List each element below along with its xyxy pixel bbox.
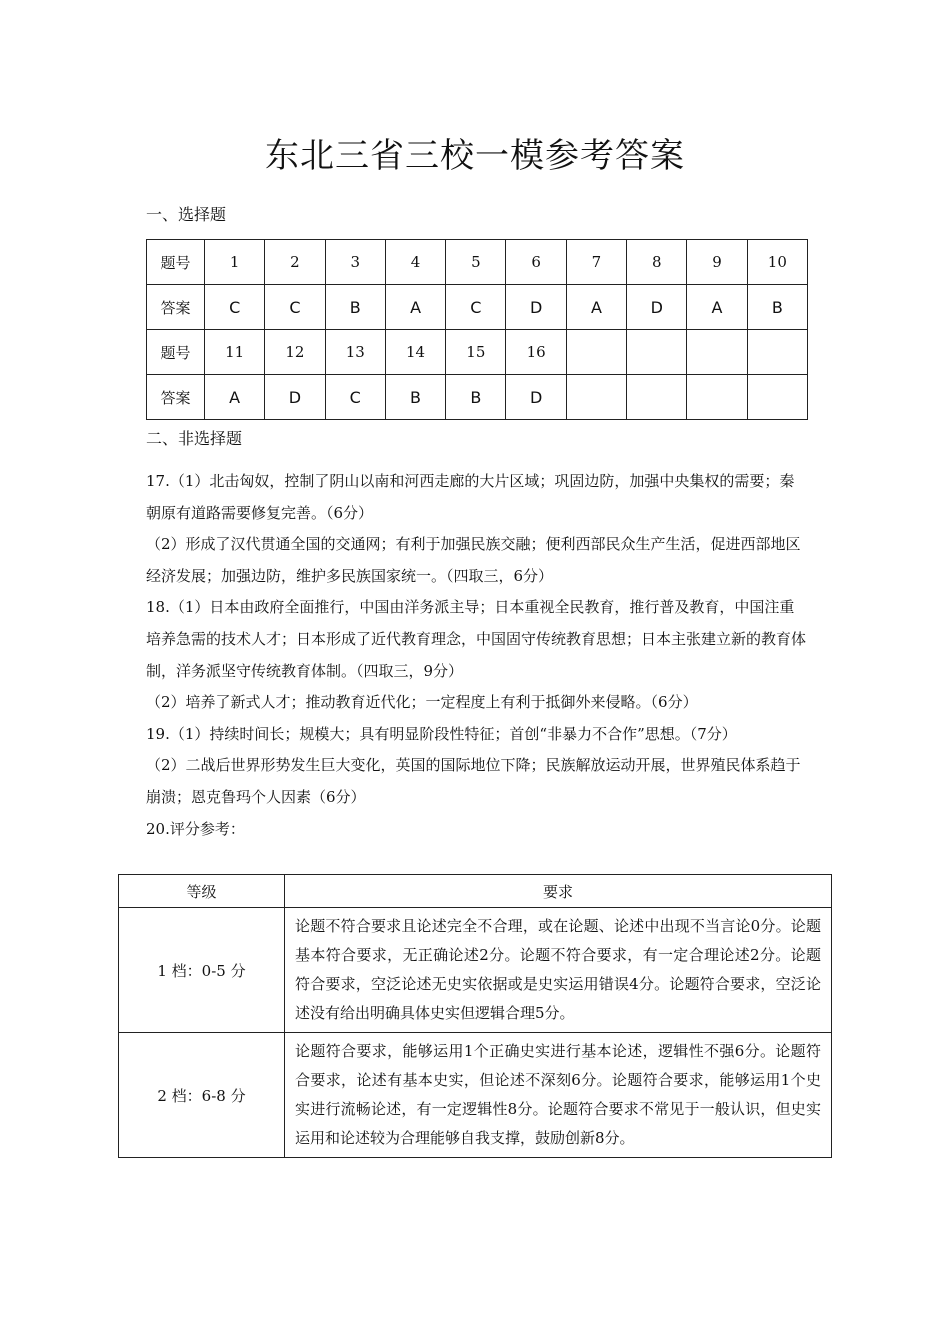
section-nonchoice-heading: 二、非选择题 <box>146 429 243 448</box>
table-row <box>119 1033 832 1158</box>
question-number <box>747 330 807 375</box>
row-header: 题号 <box>147 330 205 375</box>
answer-cell: C <box>325 375 385 420</box>
grade-level: 1 档：0-5 分 <box>119 908 285 1033</box>
answer-cell <box>627 375 687 420</box>
answer-cell: A <box>566 285 626 330</box>
question-number: 1 <box>205 240 265 285</box>
question-number: 9 <box>687 240 747 285</box>
answer-cell <box>687 375 747 420</box>
question-number: 10 <box>747 240 807 285</box>
answer-cell: D <box>506 375 566 420</box>
row-header: 题号 <box>147 240 205 285</box>
answer-cell: D <box>627 285 687 330</box>
answer-cell: B <box>325 285 385 330</box>
question-number: 14 <box>385 330 445 375</box>
table-row <box>119 908 832 1033</box>
answer-cell <box>566 375 626 420</box>
answer-cell: A <box>687 285 747 330</box>
question-number: 16 <box>506 330 566 375</box>
question-number: 15 <box>446 330 506 375</box>
grade-requirement: 论题不符合要求且论述完全不合理，或在论题、论述中出现不当言论0分。论题基本符合要求，无正确论述2分。论题不符合要求，有一定合理论述2分。论题符合要求，空泛论述无史实依据或是史实运用错误4分。论题符合要求，空泛论述没有给出明确具体史实但逻辑合理5分。 <box>285 908 832 1033</box>
question-number: 4 <box>385 240 445 285</box>
section-choice-heading: 一、选择题 <box>146 205 227 224</box>
answer-cell: C <box>446 285 506 330</box>
table-row <box>147 330 808 375</box>
answer-paragraph-19-1: 19.（1）持续时间长；规模大；具有明显阶段性特征；首创“非暴力不合作”思想。（7分） <box>146 724 737 743</box>
answer-cell: C <box>205 285 265 330</box>
answer-cell: B <box>747 285 807 330</box>
column-header-level: 等级 <box>119 875 285 908</box>
answer-cell: D <box>265 375 325 420</box>
answer-cell: A <box>385 285 445 330</box>
choice-answer-table <box>146 239 808 420</box>
answer-cell: A <box>205 375 265 420</box>
row-header: 答案 <box>147 375 205 420</box>
question-number: 13 <box>325 330 385 375</box>
question-number: 2 <box>265 240 325 285</box>
question-number: 7 <box>566 240 626 285</box>
question-number: 11 <box>205 330 265 375</box>
question-number: 5 <box>446 240 506 285</box>
answer-cell <box>747 375 807 420</box>
answer-paragraph-18-1: 18.（1）日本由政府全面推行，中国由洋务派主导；日本重视全民教育，推行普及教育，中国注重培养急需的技术人才；日本形成了近代教育理念，中国固守传统教育思想；日本主张建立新的教育体制，洋务派坚守传统教育体制。（四取三，9分） <box>146 598 807 680</box>
table-row <box>147 285 808 330</box>
question-number: 3 <box>325 240 385 285</box>
table-row <box>147 240 808 285</box>
grade-level: 2 档：6-8 分 <box>119 1033 285 1158</box>
question-number <box>627 330 687 375</box>
answer-cell: D <box>506 285 566 330</box>
question-number <box>566 330 626 375</box>
answer-cell: B <box>446 375 506 420</box>
answer-paragraph-20: 20.评分参考： <box>146 819 245 838</box>
answer-paragraph-17-2: （2）形成了汉代贯通全国的交通网；有利于加强民族交融；便利西部民众生产生活，促进西部地区经济发展；加强边防，维护多民族国家统一。（四取三，6分） <box>146 535 801 585</box>
page-title: 东北三省三校一模参考答案 <box>265 136 685 176</box>
question-number: 8 <box>627 240 687 285</box>
table-row <box>147 375 808 420</box>
answer-cell: C <box>265 285 325 330</box>
grade-requirement: 论题符合要求，能够运用1个正确史实进行基本论述，逻辑性不强6分。论题符合要求，论述有基本史实，但论述不深刻6分。论题符合要求，能够运用1个史实进行流畅论述，有一定逻辑性8分。论题符合要求不常见于一般认识，但史实运用和论述较为合理能够自我支撑，鼓励创新8分。 <box>285 1033 832 1158</box>
answer-paragraph-18-2: （2）培养了新式人才；推动教育近代化；一定程度上有利于抵御外来侵略。（6分） <box>146 693 698 712</box>
answer-cell: B <box>385 375 445 420</box>
question-number: 6 <box>506 240 566 285</box>
answer-paragraph-19-2: （2）二战后世界形势发生巨大变化，英国的国际地位下降；民族解放运动开展，世界殖民体系趋于崩溃；恩克鲁玛个人因素（6分） <box>146 756 801 806</box>
column-header-requirement: 要求 <box>285 875 832 908</box>
grading-table <box>118 874 832 1158</box>
answer-text-block <box>146 466 808 845</box>
answer-paragraph-17-1: 17.（1）北击匈奴，控制了阴山以南和河西走廊的大片区域；巩固边防，加强中央集权的需要；秦朝原有道路需要修复完善。（6分） <box>146 472 795 522</box>
question-number <box>687 330 747 375</box>
row-header: 答案 <box>147 285 205 330</box>
table-header-row <box>119 875 832 908</box>
question-number: 12 <box>265 330 325 375</box>
